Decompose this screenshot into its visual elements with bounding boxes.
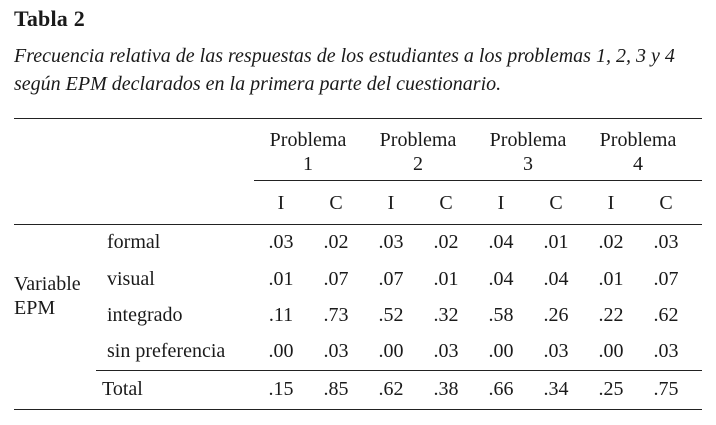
subheader-cell: C [659,192,673,214]
table-cell: .07 [378,268,404,290]
subheader-rule [14,224,702,225]
table-cell: .02 [433,231,459,253]
total-cell: .25 [598,378,624,400]
problem-header-number: 4 [633,153,643,175]
subheader-cell: C [549,192,563,214]
table-cell: .04 [488,231,514,253]
problem-header-1 [253,128,363,176]
problem-header-label: Problema [379,129,457,151]
subheader-cell: C [439,192,453,214]
table-cell: .04 [488,268,514,290]
row-label-total: Total [102,378,143,400]
table-cell: .03 [268,231,294,253]
problem-header-label: Problema [599,129,677,151]
subheader-cell: I [387,192,395,214]
table-cell: .03 [543,340,569,362]
variable-label-line: EPM [14,297,56,319]
table-cell: .07 [653,268,679,290]
table-cell: .73 [323,304,349,326]
table-cell: .00 [488,340,514,362]
table-cell: .07 [323,268,349,290]
problem-header-2 [363,128,473,176]
table-cell: .01 [433,268,459,290]
problem-header-number: 2 [413,153,423,175]
table-caption: Frecuencia relativa de las respuestas de los estudiantes a los problemas 1, 2, 3 y 4 según EPM declarados en la primera parte del cuestionario. [14,45,675,95]
total-cell: .15 [268,378,294,400]
total-cell: .38 [433,378,459,400]
row-label-formal: formal [107,231,161,253]
table-cell: .01 [268,268,294,290]
row-label-sin-preferencia: sin preferencia [107,340,226,362]
subheader-cell: I [607,192,615,214]
table-label: Tabla 2 [14,6,85,31]
table-cell: .00 [598,340,624,362]
table-cell: .03 [323,340,349,362]
table-cell: .22 [598,304,624,326]
total-cell: .34 [543,378,569,400]
problem-header-4 [583,128,693,176]
total-rule [96,370,702,371]
variable-label-line: Variable [14,273,81,295]
problem-header-label: Problema [489,129,567,151]
table-cell: .62 [653,304,679,326]
row-label-integrado: integrado [107,304,183,326]
row-label-visual: visual [107,268,155,290]
table-cell: .32 [433,304,459,326]
problem-header-number: 1 [303,153,313,175]
problem-header-number: 3 [523,153,533,175]
table-cell: .04 [543,268,569,290]
table-cell: .03 [378,231,404,253]
top-rule [14,118,702,119]
total-cell: .66 [488,378,514,400]
subheader-cell: C [329,192,343,214]
table-cell: .11 [268,304,294,326]
table-cell: .52 [378,304,404,326]
table-cell: .02 [598,231,624,253]
table-cell: .01 [543,231,569,253]
table-cell: .00 [378,340,404,362]
bottom-rule [14,409,702,410]
problem-header-label: Problema [269,129,347,151]
table-cell: .01 [598,268,624,290]
total-cell: .85 [323,378,349,400]
total-cell: .62 [378,378,404,400]
variable-epm-label [14,272,81,320]
subheader-cell: I [497,192,505,214]
table-cell: .58 [488,304,514,326]
table-cell: .03 [653,340,679,362]
subheader-cell: I [277,192,285,214]
table-cell: .26 [543,304,569,326]
table-cell: .03 [433,340,459,362]
header-rule [254,180,702,181]
table-cell: .03 [653,231,679,253]
table-cell: .02 [323,231,349,253]
problem-header-3 [473,128,583,176]
total-cell: .75 [653,378,679,400]
table-cell: .00 [268,340,294,362]
